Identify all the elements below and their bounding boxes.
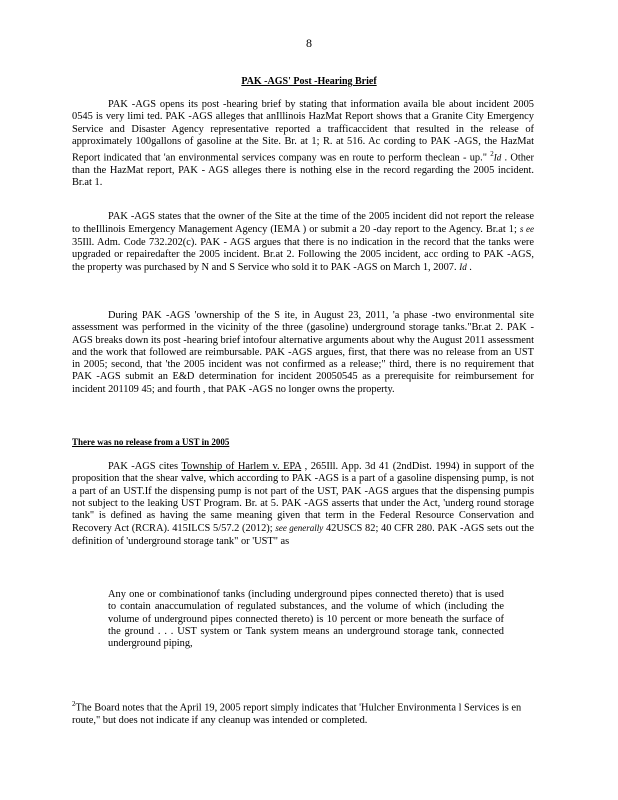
paragraph-4-text-c: 42USCS 82; 40 CFR 280. PAK -AGS sets out the definition of 'underground storage tank" or 'UST" as xyxy=(72,523,534,547)
paragraph-1-text-a: PAK -AGS opens its post -hearing brief by stating that information availa ble about incident 2005 0545 is very limi ted. PAK -AGS alleges that anIllinois HazMat Report shows that a Granite City Emergency Service and Disaster Agency representative reported a trafficaccident that resulted in the release of approximately 100gallons of gasoline at the Site. Br. at 1; R. at 516. Ac cording to PAK -AGS, the HazMat Report indicated that 'an environmental services company was en route to perform theclean - up." xyxy=(72,99,534,164)
section-heading-text: PAK -AGS' Post -Hearing Brief xyxy=(241,76,377,87)
paragraph-4-text-b: , 265Ill. App. 3d 41 (2ndDist. 1994) in support of the proposition that the shear valve, which according to PAK -AGS is a part of a gasoline dispensing pump, is not a part of an UST.If the dispensing pump is not part of the UST, PAK -AGS argues that the dispensing pumpis not subject to the leaking UST Program. Br. at 5. PAK -AGS asserts that under the Act, 'underg round storage tank" is defined as having the same meaning given that term in the Federal Resource Conservation and Recovery Act (RCRA). 415ILCS 5/57.2 (2012); xyxy=(72,461,534,535)
paragraph-4-text-a: PAK -AGS cites xyxy=(108,461,182,472)
paragraph-2-text-a: PAK -AGS states that the owner of the Site at the time of the 2005 incident did not report the release to theIllinois Emergency Management Agency (IEMA ) or submit a 20 -day report to the Agency. Br.at 1; xyxy=(72,211,534,236)
footnote xyxy=(72,698,534,727)
case-citation: Township of Harlem v. EPA xyxy=(181,461,302,472)
block-quote: Any one or combinationof tanks (including underground pipes connected thereto) that is used to contain anaccumulation of regulated substances, and the volume of which (including the volume of underground pipes connected thereto) is 10 percent or more beneath the surface of the ground . . . UST system or Tank system means an underground storage tank, connected underground piping, xyxy=(108,589,504,650)
paragraph-2 xyxy=(72,211,534,274)
id-cite: Id xyxy=(493,152,502,163)
paragraph-1 xyxy=(72,99,534,190)
id-cite: Id xyxy=(459,262,467,273)
paragraph-2-text-b: 35Ill. Adm. Code 732.202(c). PAK - AGS argues that there is no indication in the record that the tanks were upgraded or repairedafter the 2005 incident. Br.at 2. Following the 2005 incident, acc ording to PAK -AGS, the property was purchased by N and S Service who sold it to PAK -AGS on March 1, 2007. xyxy=(72,236,534,274)
section-heading xyxy=(0,76,618,87)
subheading-text: There was no release from a UST in 2005 xyxy=(72,437,230,447)
paragraph-2-text-c: . xyxy=(466,262,472,274)
footnote-ref: 2 xyxy=(490,150,494,159)
paragraph-1-text-b: . Other than the HazMat report, PAK - AGS alleges there is nothing else in the record regarding the 2005 incident. Br.at 1. xyxy=(72,152,534,189)
paragraph-3: During PAK -AGS 'ownership of the S ite, in August 23, 2011, 'a phase -two environmental site assessment was performed in the vicinity of the three (gasoline) underground storage tanks."Br.at 2. PAK - AGS breaks down its post -hearing brief intofour alternative arguments about why the August 2011 assessment and the work that followed are reimbursable. PAK -AGS argues, first, that there was no release from an UST in 2005; second, that 'the 2005 incident was not confirmed as a release;" third, there is no requirement that PAK -AGS submit an E&D determination for incident 20050545 as a prerequisite for reimbursement for incident 201109 45; and fourth , that PAK -AGS no longer owns the property. xyxy=(72,310,534,395)
page-number: 8 xyxy=(306,36,312,50)
footnote-text: The Board notes that the April 19, 2005 report simply indicates that 'Hulcher Environmenta l Services is en route," but does not indicate if any cleanup was intended or completed. xyxy=(72,702,522,726)
see-signal: s ee xyxy=(519,224,534,235)
subheading xyxy=(72,437,229,447)
paragraph-4 xyxy=(72,461,534,548)
see-generally-signal: see generally xyxy=(275,523,324,534)
footnote-mark: 2 xyxy=(72,700,76,708)
